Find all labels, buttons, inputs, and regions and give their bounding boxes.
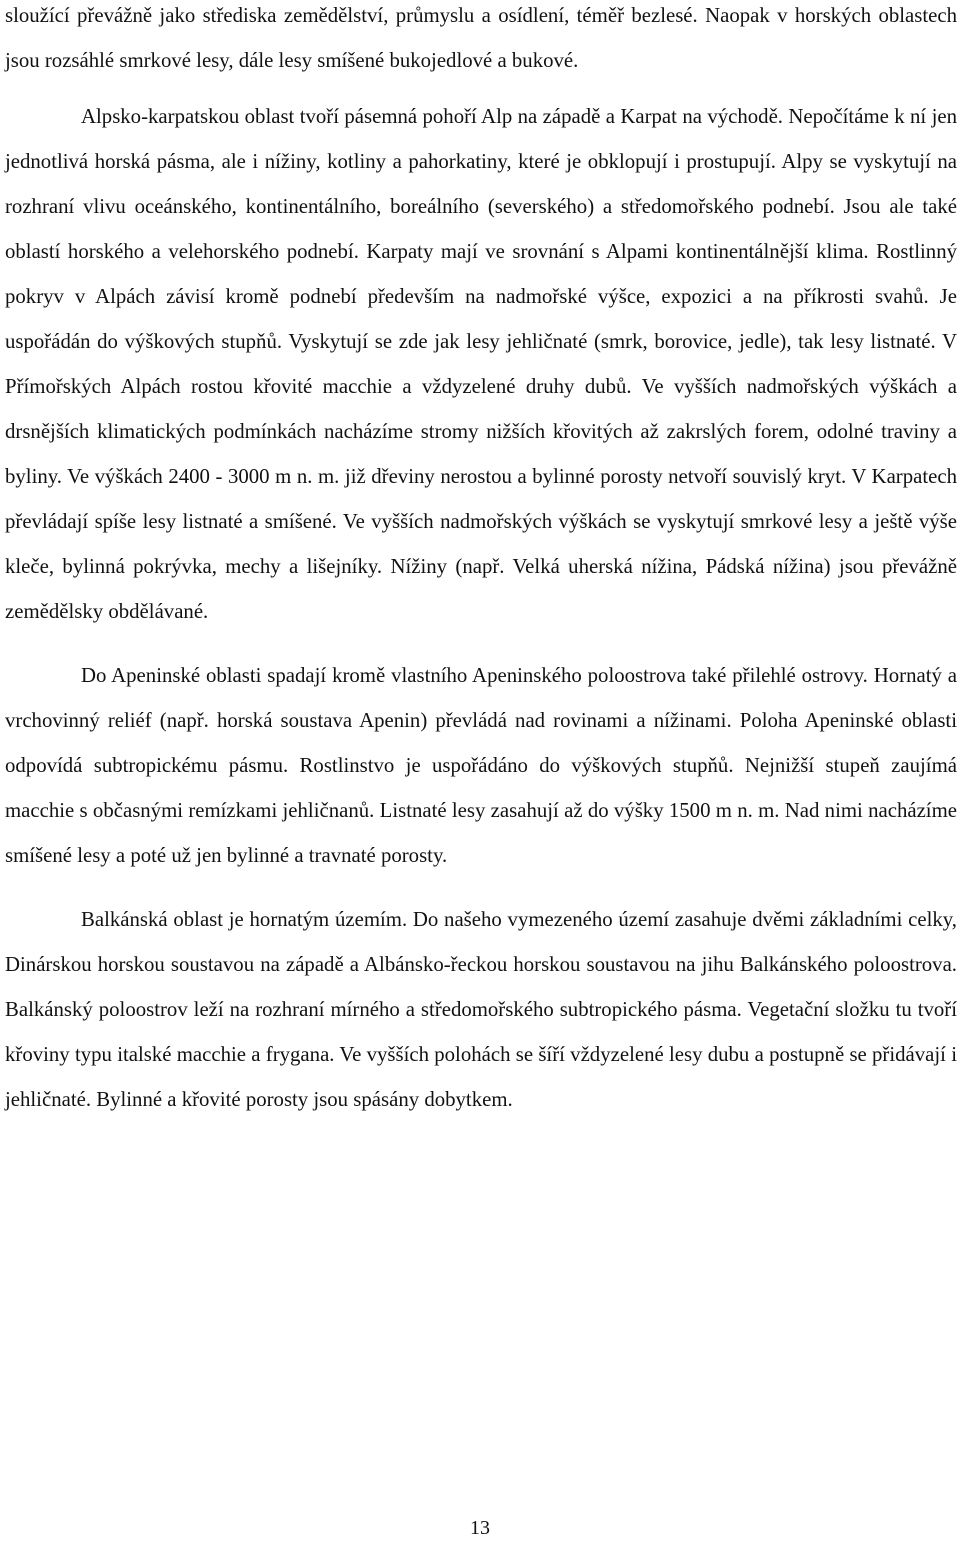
- page-number: 13: [470, 1517, 490, 1539]
- paragraph-intro-continuation: sloužící převážně jako střediska zemědělství, průmyslu a osídlení, téměř bezlesé. Naopak v horských oblastech jsou rozsáhlé smrkové lesy, dále lesy smíšené bukojedlové a bukové.: [5, 4, 957, 72]
- paragraph-alpine-carpathian: Alpsko-karpatskou oblast tvoří pásemná pohoří Alp na západě a Karpat na východě. Nepočítáme k ní jen jednotlivá horská pásma, ale i nížiny, kotliny a pahorkatiny, které je obklopují i prostupují. Alpy se vyskytují na rozhraní vlivu oceánského, kontinentálního, boreálního (severského) a středomořského podnebí. Jsou ale také oblastí horského a velehorského podnebí. Karpaty mají ve srovnání s Alpami kontinentálnější klima. Rostlinný pokryv v Alpách závisí kromě podnebí především na nadmořské výšce, expozici a na příkrosti svahů. Je uspořádán do výškových stupňů. Vyskytují se zde jak lesy jehličnaté (smrk, borovice, jedle), tak lesy listnaté. V Přímořských Alpách rostou křovité macchie a vždyzelené druhy dubů. Ve vyšších nadmořských výškách a drsnějších klimatických podmínkách nacházíme stromy nižších křovitých až zakrslých forem, odolné traviny a byliny. Ve výškách 2400 - 3000 m n. m. již dřeviny nerostou a bylinné porosty netvoří souvislý kryt. V Karpatech převládají spíše lesy listnaté a smíšené. Ve vyšších nadmořských výškách se vyskytují smrkové lesy a ještě výše kleče, bylinná pokrývka, mechy a lišejníky. Nížiny (např. Velká uherská nížina, Pádská nížina) jsou převážně zemědělsky obdělávané.: [5, 105, 957, 623]
- paragraph-apennine: Do Apeninské oblasti spadají kromě vlastního Apeninského poloostrova také přilehlé ostrovy. Hornatý a vrchovinný reliéf (např. horská soustava Apenin) převládá nad rovinami a nížinami. Poloha Apeninské oblasti odpovídá subtropickému pásmu. Rostlinstvo je uspořádáno do výškových stupňů. Nejnižší stupeň zaujímá macchie s občasnými remízkami jehličnanů. Listnaté lesy zasahují až do výšky 1500 m n. m. Nad nimi nacházíme smíšené lesy a poté už jen bylinné a travnaté porosty.: [5, 664, 957, 867]
- paragraph-balkan: Balkánská oblast je hornatým územím. Do našeho vymezeného území zasahuje dvěmi základními celky, Dinárskou horskou soustavou na západě a Albánsko-řeckou horskou soustavou na jihu Balkánského poloostrova. Balkánský poloostrov leží na rozhraní mírného a středomořského subtropického pásma. Vegetační složku tu tvoří křoviny typu italské macchie a frygana. Ve vyšších polohách se šíří vždyzelené lesy dubu a postupně se přidávají i jehličnaté. Bylinné a křovité porosty jsou spásány dobytkem.: [5, 908, 957, 1111]
- document-page: [5, 0, 957, 1122]
